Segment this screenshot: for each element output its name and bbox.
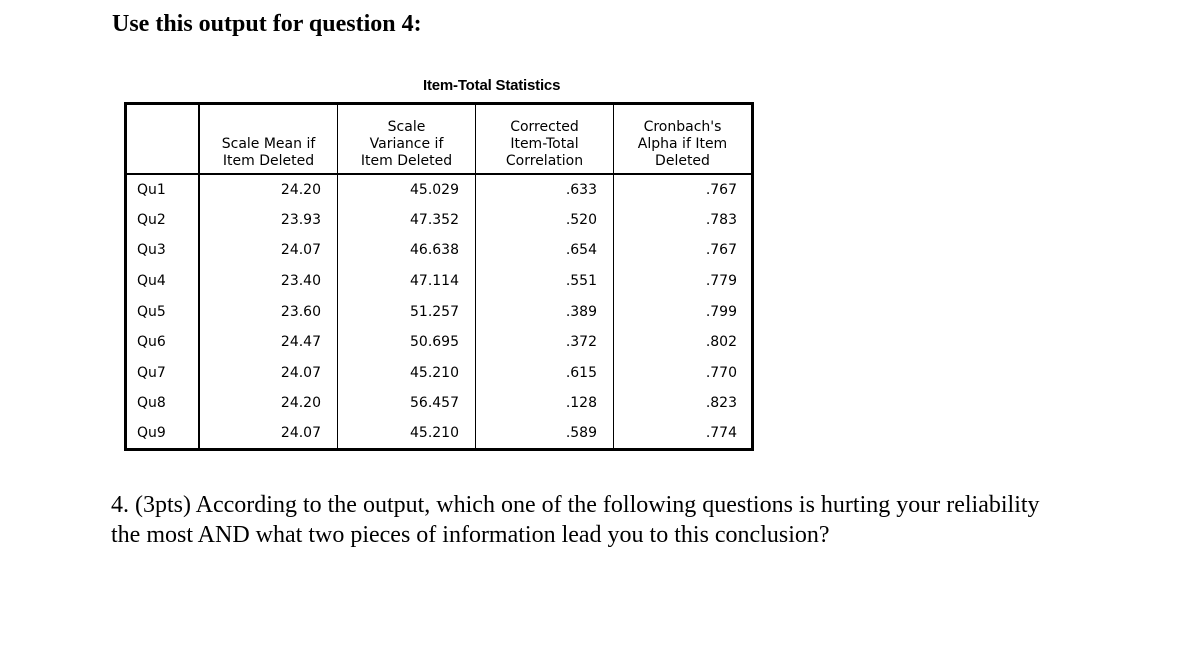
cell-scale-variance: 45.210 [338, 358, 476, 389]
row-label: Qu8 [126, 388, 200, 419]
cell-scale-mean: 24.20 [199, 388, 338, 419]
row-label: Qu5 [126, 296, 200, 327]
column-header-line: Variance if [369, 136, 444, 152]
cell-cronbach-alpha: .779 [614, 266, 753, 297]
cell-cronbach-alpha: .799 [614, 296, 753, 327]
cell-corrected-correlation: .128 [476, 388, 614, 419]
column-header-line: Scale Mean if [221, 136, 316, 152]
cell-cronbach-alpha: .823 [614, 388, 753, 419]
row-label: Qu6 [126, 327, 200, 358]
column-header-line: Item Deleted [222, 153, 315, 169]
cell-corrected-correlation: .372 [476, 327, 614, 358]
column-header-scale-variance [338, 104, 476, 175]
row-label: Qu3 [126, 235, 200, 266]
page-heading: Use this output for question 4: [112, 11, 422, 37]
cell-scale-variance: 56.457 [338, 388, 476, 419]
cell-corrected-correlation: .551 [476, 266, 614, 297]
cell-corrected-correlation: .615 [476, 358, 614, 389]
cell-scale-variance: 46.638 [338, 235, 476, 266]
column-header-line: Cronbach's [643, 119, 722, 135]
table-row [126, 419, 753, 450]
question-line: 4. (3pts) According to the output, which one of the following questions is hurting your reliability [111, 492, 1040, 518]
cell-scale-variance: 45.029 [338, 174, 476, 205]
table-row [126, 205, 753, 236]
table-row [126, 266, 753, 297]
cell-scale-variance: 50.695 [338, 327, 476, 358]
cell-scale-mean: 24.07 [199, 358, 338, 389]
cell-corrected-correlation: .389 [476, 296, 614, 327]
cell-scale-mean: 23.60 [199, 296, 338, 327]
table-title: Item-Total Statistics [423, 77, 561, 94]
table-row [126, 174, 753, 205]
table-row [126, 327, 753, 358]
column-header-line: Alpha if Item [637, 136, 728, 152]
column-header-scale-mean [199, 104, 338, 175]
cell-corrected-correlation: .654 [476, 235, 614, 266]
row-label: Qu9 [126, 419, 200, 450]
cell-cronbach-alpha: .783 [614, 205, 753, 236]
column-header-corrected-correlation [476, 104, 614, 175]
column-header-line: Scale [387, 119, 426, 135]
cell-cronbach-alpha: .767 [614, 235, 753, 266]
cell-scale-variance: 45.210 [338, 419, 476, 450]
cell-scale-mean: 23.93 [199, 205, 338, 236]
cell-scale-mean: 23.40 [199, 266, 338, 297]
cell-corrected-correlation: .633 [476, 174, 614, 205]
row-label: Qu1 [126, 174, 200, 205]
table-row [126, 296, 753, 327]
cell-cronbach-alpha: .774 [614, 419, 753, 450]
row-label: Qu7 [126, 358, 200, 389]
cell-cronbach-alpha: .802 [614, 327, 753, 358]
table-row [126, 235, 753, 266]
cell-corrected-correlation: .589 [476, 419, 614, 450]
question-text [111, 490, 1151, 550]
cell-scale-mean: 24.07 [199, 235, 338, 266]
cell-scale-mean: 24.20 [199, 174, 338, 205]
column-header-cronbach-alpha [614, 104, 753, 175]
cell-scale-variance: 47.352 [338, 205, 476, 236]
cell-cronbach-alpha: .770 [614, 358, 753, 389]
column-header-line: Item-Total [510, 136, 579, 152]
question-line: the most AND what two pieces of information lead you to this conclusion? [111, 522, 830, 548]
item-total-statistics-table [124, 102, 754, 451]
cell-scale-variance: 51.257 [338, 296, 476, 327]
header-corner-cell [126, 104, 200, 175]
cell-scale-mean: 24.07 [199, 419, 338, 450]
column-header-line: Corrected [510, 119, 579, 135]
cell-scale-variance: 47.114 [338, 266, 476, 297]
cell-cronbach-alpha: .767 [614, 174, 753, 205]
table-row [126, 388, 753, 419]
table-row [126, 358, 753, 389]
table-header-row [126, 104, 753, 175]
row-label: Qu4 [126, 266, 200, 297]
column-header-line: Correlation [505, 153, 584, 169]
column-header-line: Deleted [655, 153, 710, 169]
cell-scale-mean: 24.47 [199, 327, 338, 358]
row-label: Qu2 [126, 205, 200, 236]
cell-corrected-correlation: .520 [476, 205, 614, 236]
column-header-line: Item Deleted [360, 153, 453, 169]
